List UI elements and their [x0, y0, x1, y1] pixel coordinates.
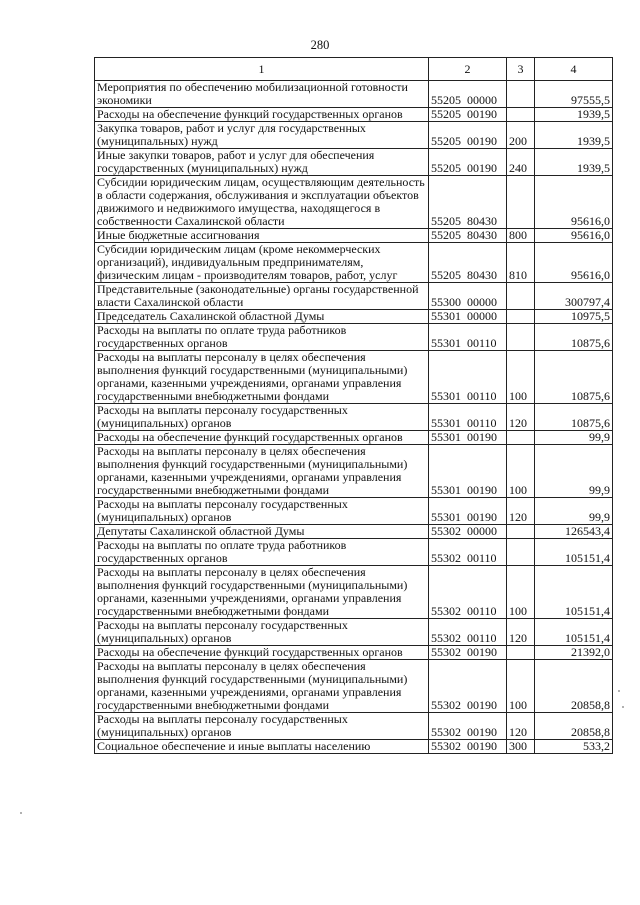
- row-amount: 10875,6: [535, 351, 613, 404]
- row-amount: 105151,4: [535, 566, 613, 619]
- row-amount: 95616,0: [535, 229, 613, 243]
- row-type: 810: [507, 243, 535, 283]
- table-row: [95, 539, 613, 566]
- row-name: Субсидии юридическим лицам (кроме некоммерческих организаций), индивидуальным предпринимателям, физическим лицам - производителям товаров, работ, услуг: [95, 243, 429, 283]
- row-amount: 10975,5: [535, 310, 613, 324]
- row-type: [507, 431, 535, 445]
- row-amount: 20858,8: [535, 660, 613, 713]
- row-code: 55302 00110: [429, 566, 507, 619]
- row-name: Расходы на обеспечение функций государственных органов: [95, 431, 429, 445]
- table-row: [95, 351, 613, 404]
- row-code: 55205 00190: [429, 122, 507, 149]
- table-row: [95, 283, 613, 310]
- row-code: 55301 00000: [429, 310, 507, 324]
- row-amount: 99,9: [535, 431, 613, 445]
- column-header-name: 1: [95, 58, 429, 81]
- row-type: 100: [507, 445, 535, 498]
- row-amount: 95616,0: [535, 176, 613, 229]
- row-amount: 300797,4: [535, 283, 613, 310]
- row-name: Расходы на выплаты персоналу государственных (муниципальных) органов: [95, 619, 429, 646]
- row-code: 55302 00110: [429, 539, 507, 566]
- row-name: Расходы на выплаты персоналу государственных (муниципальных) органов: [95, 404, 429, 431]
- table-row: [95, 149, 613, 176]
- row-type: 100: [507, 351, 535, 404]
- table-row: [95, 445, 613, 498]
- scan-speck: [618, 690, 620, 692]
- column-header-amount: 4: [535, 58, 613, 81]
- row-name: Расходы на выплаты персоналу государственных (муниципальных) органов: [95, 713, 429, 740]
- row-amount: 95616,0: [535, 243, 613, 283]
- row-type: 120: [507, 619, 535, 646]
- row-code: 55301 00190: [429, 498, 507, 525]
- row-amount: 105151,4: [535, 539, 613, 566]
- row-type: 120: [507, 713, 535, 740]
- table-row: [95, 431, 613, 445]
- row-name: Закупка товаров, работ и услуг для государственных (муниципальных) нужд: [95, 122, 429, 149]
- row-name: Расходы на выплаты персоналу в целях обеспечения выполнения функций государственными (муниципальными) органами, казенными учреждениями, органами управления государственными внебюджетными фондами: [95, 566, 429, 619]
- row-type: 120: [507, 498, 535, 525]
- row-amount: 105151,4: [535, 619, 613, 646]
- row-amount: 533,2: [535, 740, 613, 754]
- row-type: 300: [507, 740, 535, 754]
- page-number: 280: [310, 38, 330, 52]
- row-amount: 10875,6: [535, 324, 613, 351]
- table-row: [95, 646, 613, 660]
- row-amount: 99,9: [535, 498, 613, 525]
- row-code: 55205 00000: [429, 81, 507, 108]
- row-code: 55302 00190: [429, 713, 507, 740]
- budget-table: [94, 57, 613, 754]
- table-row: [95, 108, 613, 122]
- row-type: [507, 525, 535, 539]
- table-row: [95, 619, 613, 646]
- scan-speck: [622, 706, 624, 708]
- row-name: Иные бюджетные ассигнования: [95, 229, 429, 243]
- row-code: 55301 00110: [429, 324, 507, 351]
- table-row: [95, 122, 613, 149]
- table-row: [95, 81, 613, 108]
- scan-speck: [20, 812, 22, 814]
- row-code: 55205 80430: [429, 229, 507, 243]
- row-name: Расходы на выплаты персоналу в целях обеспечения выполнения функций государственными (муниципальными) органами, казенными учреждениями, органами управления государственными внебюджетными фондами: [95, 445, 429, 498]
- row-type: [507, 310, 535, 324]
- row-name: Расходы на выплаты по оплате труда работников государственных органов: [95, 539, 429, 566]
- table-row: [95, 713, 613, 740]
- row-name: Социальное обеспечение и иные выплаты населению: [95, 740, 429, 754]
- row-type: 100: [507, 566, 535, 619]
- row-code: 55205 00190: [429, 108, 507, 122]
- row-type: [507, 176, 535, 229]
- row-type: 200: [507, 122, 535, 149]
- row-code: 55205 80430: [429, 243, 507, 283]
- row-name: Депутаты Сахалинской областной Думы: [95, 525, 429, 539]
- table-row: [95, 404, 613, 431]
- row-type: [507, 646, 535, 660]
- row-amount: 126543,4: [535, 525, 613, 539]
- row-name: Расходы на выплаты персоналу государственных (муниципальных) органов: [95, 498, 429, 525]
- row-code: 55302 00190: [429, 646, 507, 660]
- column-header-type: 3: [507, 58, 535, 81]
- header-row: [95, 58, 613, 81]
- row-code: 55302 00110: [429, 619, 507, 646]
- row-type: 800: [507, 229, 535, 243]
- row-name: Мероприятия по обеспечению мобилизационной готовности экономики: [95, 81, 429, 108]
- row-amount: 1939,5: [535, 108, 613, 122]
- row-code: 55300 00000: [429, 283, 507, 310]
- column-header-code: 2: [429, 58, 507, 81]
- row-amount: 10875,6: [535, 404, 613, 431]
- table-row: [95, 324, 613, 351]
- table-row: [95, 660, 613, 713]
- row-amount: 99,9: [535, 445, 613, 498]
- row-name: Расходы на выплаты по оплате труда работников государственных органов: [95, 324, 429, 351]
- row-code: 55302 00190: [429, 660, 507, 713]
- table-row: [95, 498, 613, 525]
- row-code: 55301 00110: [429, 404, 507, 431]
- row-code: 55205 80430: [429, 176, 507, 229]
- row-type: [507, 108, 535, 122]
- row-amount: 1939,5: [535, 149, 613, 176]
- table-row: [95, 525, 613, 539]
- row-name: Расходы на обеспечение функций государственных органов: [95, 646, 429, 660]
- table-row: [95, 176, 613, 229]
- row-type: [507, 81, 535, 108]
- row-type: [507, 324, 535, 351]
- row-name: Расходы на обеспечение функций государственных органов: [95, 108, 429, 122]
- row-code: 55301 00190: [429, 431, 507, 445]
- row-type: [507, 283, 535, 310]
- row-code: 55205 00190: [429, 149, 507, 176]
- row-name: Представительные (законодательные) органы государственной власти Сахалинской области: [95, 283, 429, 310]
- row-name: Председатель Сахалинской областной Думы: [95, 310, 429, 324]
- row-type: 240: [507, 149, 535, 176]
- row-name: Расходы на выплаты персоналу в целях обеспечения выполнения функций государственными (муниципальными) органами, казенными учреждениями, органами управления государственными внебюджетными фондами: [95, 351, 429, 404]
- row-type: [507, 539, 535, 566]
- row-amount: 97555,5: [535, 81, 613, 108]
- row-code: 55302 00000: [429, 525, 507, 539]
- row-name: Расходы на выплаты персоналу в целях обеспечения выполнения функций государственными (муниципальными) органами, казенными учреждениями, органами управления государственными внебюджетными фондами: [95, 660, 429, 713]
- table-row: [95, 310, 613, 324]
- row-type: 100: [507, 660, 535, 713]
- table-row: [95, 566, 613, 619]
- row-amount: 1939,5: [535, 122, 613, 149]
- row-name: Субсидии юридическим лицам, осуществляющим деятельность в области содержания, обслуживания и эксплуатации объектов движимого и недвижимого имущества, находящегося в собственности Сахалинской области: [95, 176, 429, 229]
- row-name: Иные закупки товаров, работ и услуг для обеспечения государственных (муниципальных) нужд: [95, 149, 429, 176]
- row-code: 55302 00190: [429, 740, 507, 754]
- table-row: [95, 229, 613, 243]
- row-code: 55301 00110: [429, 351, 507, 404]
- row-amount: 21392,0: [535, 646, 613, 660]
- table-row: [95, 740, 613, 754]
- row-amount: 20858,8: [535, 713, 613, 740]
- row-code: 55301 00190: [429, 445, 507, 498]
- row-type: 120: [507, 404, 535, 431]
- table-row: [95, 243, 613, 283]
